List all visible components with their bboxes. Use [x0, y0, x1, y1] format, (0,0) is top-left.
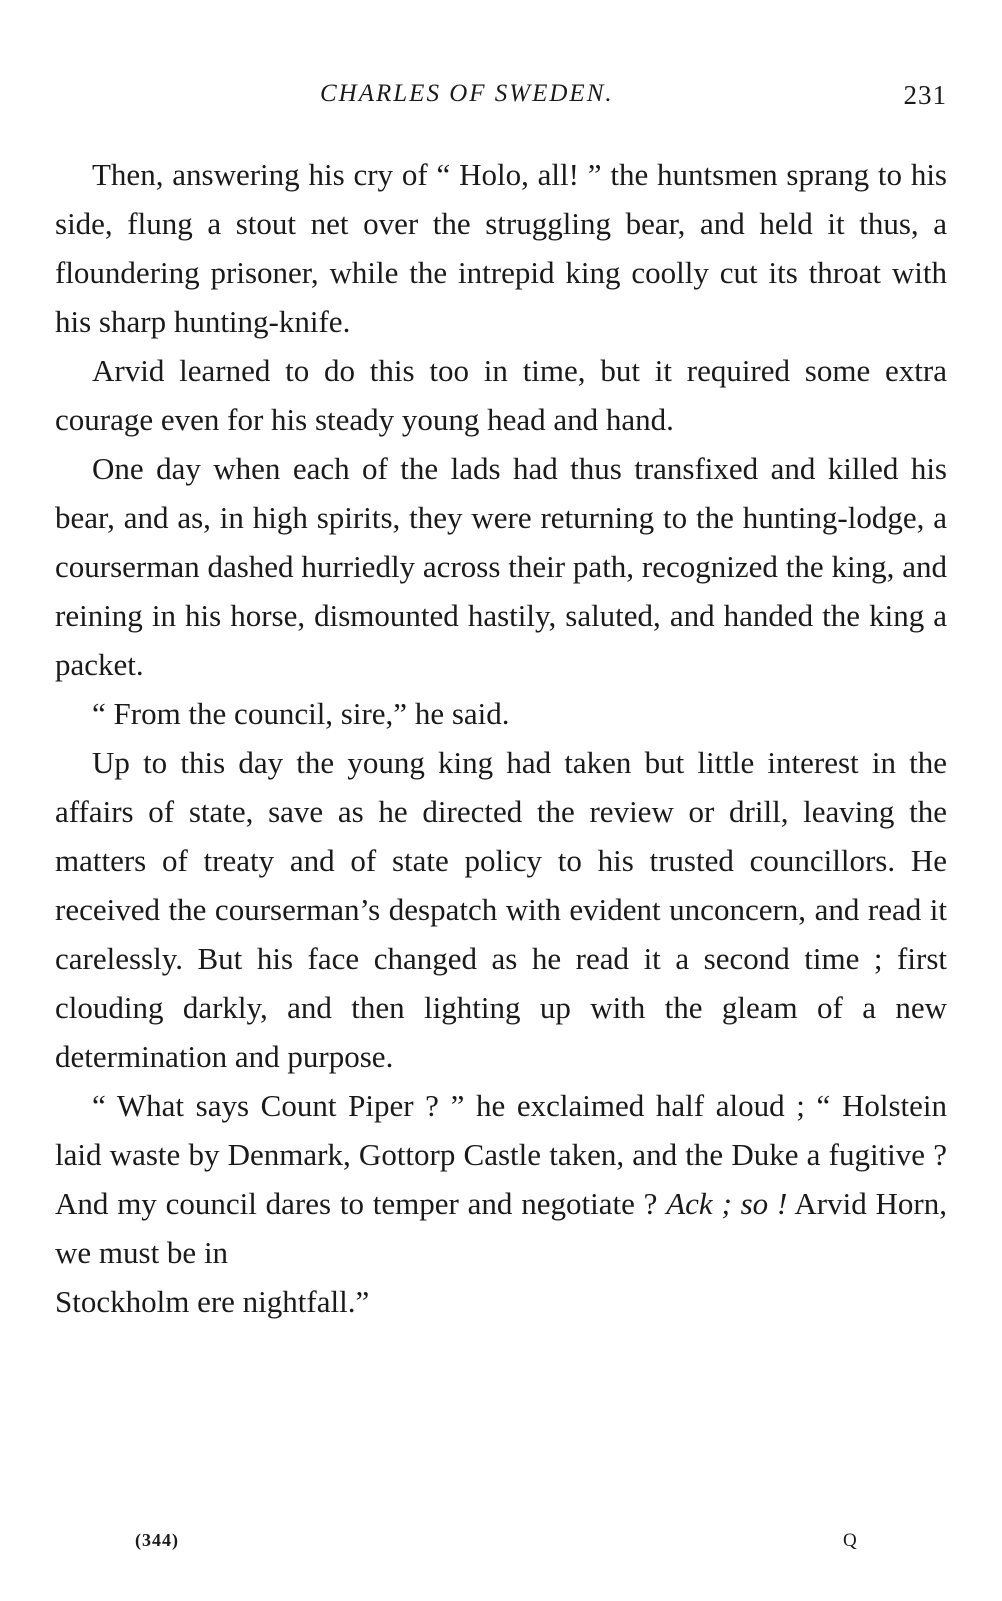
running-title: CHARLES OF SWEDEN. [320, 80, 614, 107]
paragraph: “ From the council, sire,” he said. [92, 696, 510, 731]
paragraph: One day when each of the lads had thus transfixed and killed his bear, and as, in high spirits, they were returning to the hunting-lodge, a courserman dashed hurriedly across their path, recognized the king, and reining in his horse, dismounted hastily, saluted, and handed the king a packet. [55, 451, 947, 682]
paragraph: Up to this day the young king had taken but little interest in the affairs of state, save as he directed the review or drill, leaving the matters of treaty and of state policy to his trusted councillors. He received the courserman’s despatch with evident unconcern, and read it carelessly. But his face changed as he read it a second time ; first clouding darkly, and then lighting up with the gleam of a new determination and purpose. [55, 745, 947, 1074]
paragraph-last-line: Stockholm ere nightfall.” [55, 1284, 370, 1319]
page-footer [55, 1530, 947, 1560]
italic-exclamation: Ack ; so ! [666, 1186, 788, 1221]
body-text [55, 150, 947, 1326]
paragraph: Then, answering his cry of “ Holo, all! ” the huntsmen sprang to his side, flung a stout net over the struggling bear, and held it thus, a floundering prisoner, while the intrepid king coolly cut its throat with his sharp hunting-knife. [55, 157, 947, 339]
paragraph-text: Arvid Horn, we must be in [55, 1186, 948, 1270]
page-number: 231 [903, 80, 947, 110]
signature-mark: (344) [135, 1530, 179, 1550]
page-header [55, 80, 947, 116]
sheet-mark: Q [843, 1530, 857, 1551]
paragraph [55, 1081, 947, 1277]
paragraph-text: “ What says Count Piper ? ” he exclaimed half aloud ; “ Holstein laid waste by Denmark, Gottorp Castle taken, and the Duke a fugitive ? And my council dares to temper and negotiate ? [55, 1088, 947, 1221]
paragraph: Arvid learned to do this too in time, but it required some extra courage even for his steady young head and hand. [55, 353, 947, 437]
